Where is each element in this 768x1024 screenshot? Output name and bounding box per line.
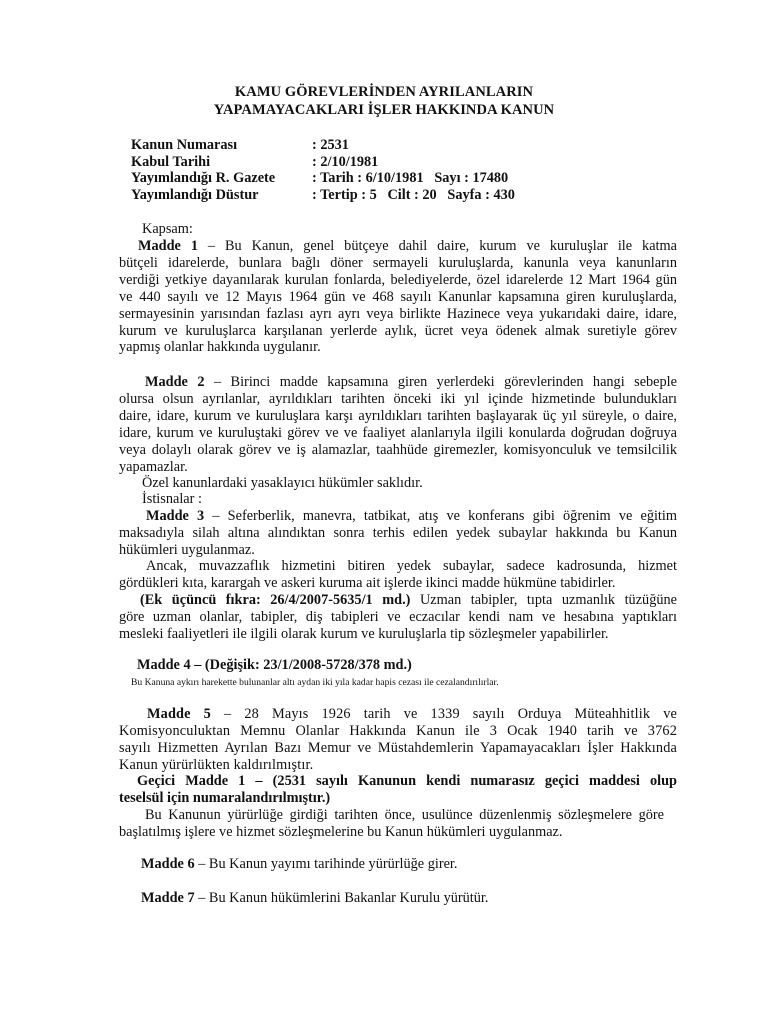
madde-5-line: Komisyonculuktan Memnu Olanlar Hakkında Kanun ile 3 Ocak 1940 tarih ve 3762: [119, 722, 677, 739]
meta-value: : 2531: [312, 137, 349, 153]
madde-4-text: Bu Kanuna aykırı harekette bulunanlar altı aydan iki yıla kadar hapis cezası ile cezalandırılırlar.: [131, 677, 499, 688]
madde-1-line: ve 440 sayılı ve 12 Mayıs 1964 gün ve 468 sayılı Kanunlar kapsamına giren kuruluşlarda,: [119, 288, 677, 305]
meta-key: Yayımlandığı Düstur: [131, 187, 259, 203]
madde-4-heading: Madde 4 – (Değişik: 23/1/2008-5728/378 md.): [137, 657, 412, 673]
madde-3-line: maksadıyla silah altına alındıktan sonra terhis edilen yedek subaylar hakkında bu Kanun: [119, 524, 677, 541]
meta-value: : 2/10/1981: [312, 154, 379, 170]
madde-1-heading: Madde 1: [138, 238, 198, 254]
section-label-kapsam: Kapsam:: [142, 221, 193, 237]
meta-row-kanun-numarasi: [131, 137, 349, 154]
madde-2-ozel-hukumler: Özel kanunlardaki yasaklayıcı hükümler saklıdır.: [142, 475, 423, 491]
meta-value: : Tarih : 6/10/1981 Sayı : 17480: [312, 170, 509, 186]
madde-1-line: yapmış olanlar hakkında uygulanır.: [119, 339, 321, 356]
madde-5-line: Madde 5 – 28 Mayıs 1926 tarih ve 1339 sayılı Orduya Müteahhitlik ve: [147, 706, 677, 722]
madde-3-ancak-line: Ancak, muvazzaflık hizmetini bitiren yedek subaylar, sadece kadrosunda, hizmet: [146, 558, 677, 574]
madde-6-heading: Madde 6: [141, 856, 195, 872]
document-title-line1: KAMU GÖREVLERİNDEN AYRILANLARIN: [234, 84, 534, 100]
gecici-madde-heading: [119, 773, 677, 807]
meta-key: Kabul Tarihi: [131, 154, 211, 170]
madde-3-ek-heading: (Ek üçüncü fıkra: 26/4/2007-5635/1 md.): [140, 592, 411, 608]
madde-7-paragraph: Madde 7 – Bu Kanun hükümlerini Bakanlar Kurulu yürütür.: [141, 890, 489, 906]
madde-1-line: verdiği yetkiye dayanılarak kurulan fonlarda, belediyelerde, özel idarelerde 12 Mart 1964 gün: [119, 271, 677, 288]
meta-value: : Tertip : 5 Cilt : 20 Sayfa : 430: [312, 187, 515, 203]
madde-2-paragraph: [119, 374, 677, 475]
madde-3-heading: Madde 3: [146, 508, 205, 524]
madde-7-heading: Madde 7: [141, 890, 195, 906]
gecici-madde-line: Bu Kanunun yürürlüğe girdiği tarihten önce, usulünce düzenlenmiş sözleşmelere göre: [145, 807, 664, 823]
madde-5-paragraph: [119, 706, 677, 774]
madde-2-line: olursa olsun ayrılanlar, ayrıldıkları tarihten önceki iki yıl içinde hizmetinde bulundukları: [119, 390, 677, 407]
madde-5-line: sayılı Hizmetten Ayrılan Bazı Memur ve Müstahdemlerin Yapamayacakları İşler Hakkında: [119, 739, 677, 756]
gecici-madde-heading-line: Geçici Madde 1 – (2531 sayılı Kanunun kendi numarasız geçici maddesi olup: [137, 773, 677, 789]
madde-3-ancak-paragraph: [119, 558, 677, 592]
madde-1-line: kurum ve kuruluşlarca karşılanan yerlerde aylık, ücret veya ödenek almak suretiyle görev: [119, 322, 677, 339]
madde-3-ek-line: göre uzman olanlar, tabipler, diş tabipleri ve eczacılar kendi nam ve hesabına yaptıkları: [119, 608, 677, 625]
meta-row-dustur: [131, 187, 515, 204]
meta-key: Yayımlandığı R. Gazete: [131, 170, 276, 186]
document-title-line2: YAPAMAYACAKLARI İŞLER HAKKINDA KANUN: [213, 102, 555, 118]
madde-2-line: veya dolaylı olarak görev ve iş alamazlar, taahhüde giremezler, komisyonculuk ve temsilcilik: [119, 441, 677, 458]
madde-5-line: Kanun yürürlükten kaldırılmıştır.: [119, 756, 314, 773]
meta-key: Kanun Numarası: [131, 137, 238, 153]
gecici-madde-heading-line: teselsül için numaralandırılmıştır.): [119, 789, 331, 806]
gecici-madde-paragraph: [119, 807, 664, 841]
madde-3-ek-line: mesleki faaliyetleri ile ilgili olarak kurum ve kuruluşlarla tip sözleşmeler yapabilirler.: [119, 625, 609, 642]
madde-1-line: sermayesinin yarısından fazlası ayrı ayrı veya birlikte Hazinece veya yukarıdaki daire, idare,: [119, 305, 677, 322]
section-label-istisnalar: İstisnalar :: [142, 491, 202, 507]
madde-2-heading: Madde 2: [145, 374, 205, 390]
madde-2-line: daire, idare, kurum ve kuruluşlara karşı ayrıldıkları tarihten başlayarak üç yıl süreyle, o daire,: [119, 407, 677, 424]
madde-2-line: yapamazlar.: [119, 458, 188, 475]
madde-2-line: idare, kurum ve kuruluştaki görev ve ve faaliyet alanlarıyla ilgili konularda doğrudan doğruya: [119, 424, 677, 441]
madde-3-ek-line: (Ek üçüncü fıkra: 26/4/2007-5635/1 md.) Uzman tabipler, tıpta uzmanlık tüzüğüne: [140, 592, 677, 608]
madde-1-line: Madde 1 – Bu Kanun, genel bütçeye dahil daire, kurum ve kuruluşlar ile katma: [138, 238, 677, 254]
meta-row-kabul-tarihi: [131, 154, 378, 171]
gecici-madde-line: başlatılmış işlere ve hizmet sözleşmelerine bu Kanun hükümleri uygulanmaz.: [119, 823, 563, 840]
madde-2-line: Madde 2 – Birinci madde kapsamına giren yerlerdeki görevlerinden hangi sebeple: [145, 374, 677, 390]
madde-3-ek-fikra-paragraph: [119, 592, 677, 643]
meta-row-resmi-gazete: [131, 170, 508, 187]
madde-3-ancak-line: gördükleri kıta, karargah ve askeri kuruma ait işlerde ikinci madde hükmüne tabidirler.: [119, 574, 616, 591]
madde-3-paragraph: [119, 508, 677, 559]
madde-3-line: hükümleri uygulanmaz.: [119, 541, 255, 558]
madde-5-heading: Madde 5: [147, 706, 211, 722]
madde-3-line: Madde 3 – Seferberlik, manevra, tatbikat, atış ve konferans gibi öğrenim ve eğitim: [146, 508, 677, 524]
madde-1-line: bütçeli idarelerde, bunlara bağlı döner sermayeli kuruluşlarda, kanunla veya kanunların: [119, 254, 677, 271]
madde-6-paragraph: Madde 6 – Bu Kanun yayımı tarihinde yürürlüğe girer.: [141, 856, 458, 872]
madde-1-paragraph: [119, 238, 677, 356]
